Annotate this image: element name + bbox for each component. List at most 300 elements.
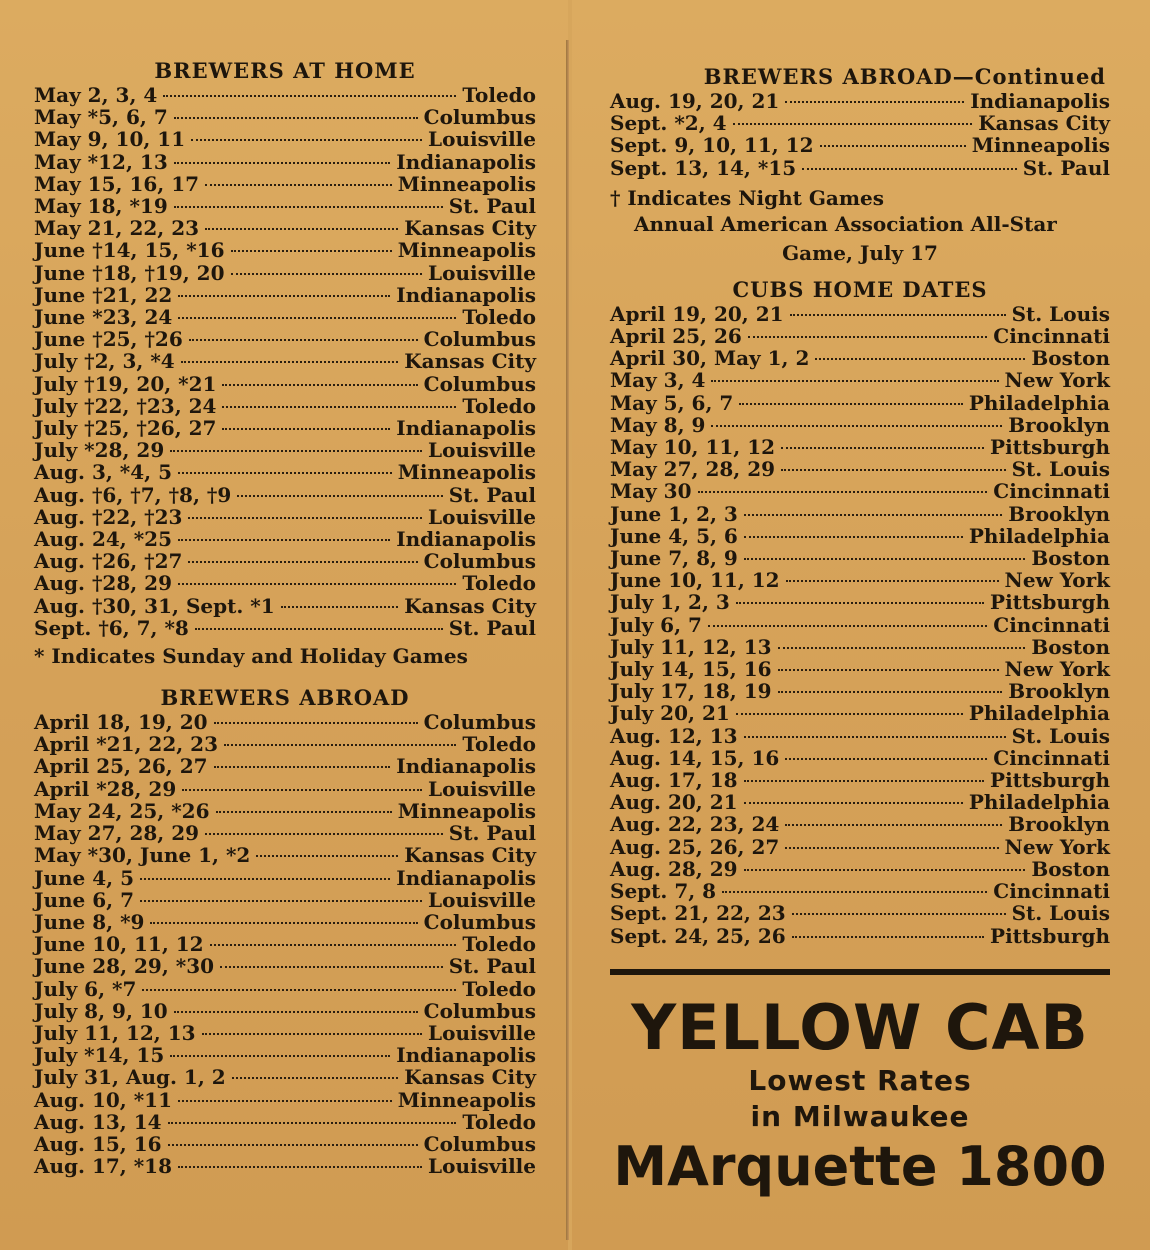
opponent-team: Philadelphia (968, 790, 1110, 815)
opponent-team: Louisville (428, 504, 536, 529)
game-dates: May 3, 4 (610, 368, 706, 393)
schedule-row (610, 369, 1110, 391)
schedule-row (610, 90, 1110, 112)
opponent-team: St. Louis (1011, 901, 1110, 926)
game-dates: June 6, 7 (34, 887, 134, 912)
opponent-team: New York (1004, 834, 1110, 859)
opponent-team: Cincinnati (993, 612, 1110, 637)
dot-leader (736, 713, 963, 715)
yellow-cab-title: YELLOW CAB (631, 990, 1089, 1064)
opponent-team: Kansas City (404, 593, 536, 618)
dot-leader (150, 922, 417, 924)
opponent-team: St. Paul (1022, 155, 1110, 180)
left-panel (0, 0, 568, 1250)
dot-leader (722, 891, 987, 893)
schedule-row (34, 506, 536, 528)
game-dates: May 18, *19 (34, 194, 168, 219)
opponent-team: Toledo (462, 305, 536, 330)
brewers-abroad-heading: BREWERS ABROAD (160, 685, 410, 711)
game-dates: June †18, †19, 20 (34, 260, 225, 285)
game-dates: June 7, 8, 9 (610, 546, 738, 571)
dot-leader (174, 206, 443, 208)
schedule-row (610, 414, 1110, 436)
schedule-row (34, 239, 536, 261)
opponent-team: New York (1004, 568, 1110, 593)
schedule-row (34, 800, 536, 822)
brewers-at-home-heading: BREWERS AT HOME (154, 58, 416, 83)
schedule-row (34, 350, 536, 372)
opponent-team: Pittsburgh (990, 923, 1110, 948)
opponent-team: Indianapolis (396, 282, 536, 307)
dot-leader (191, 139, 422, 141)
sunday-holiday-note: * Indicates Sunday and Holiday Games (34, 644, 468, 669)
opponent-team: Pittsburgh (990, 768, 1110, 793)
opponent-team: St. Paul (448, 954, 536, 979)
game-dates: Aug. †28, 29 (34, 571, 173, 596)
opponent-team: Indianapolis (396, 527, 536, 552)
game-dates: May 24, 25, *26 (34, 798, 210, 823)
game-dates: July †22, †23, 24 (34, 393, 217, 418)
schedule-row (610, 436, 1110, 458)
dot-leader (205, 228, 398, 230)
game-dates: Sept. 9, 10, 11, 12 (610, 133, 814, 158)
schedule-row (34, 151, 536, 173)
right-panel (572, 0, 1150, 1250)
dot-leader (222, 406, 456, 408)
opponent-team: Boston (1031, 856, 1110, 881)
schedule-row (610, 880, 1110, 902)
opponent-team: Louisville (428, 1154, 536, 1179)
opponent-team: Kansas City (404, 1065, 536, 1090)
dot-leader (785, 847, 998, 849)
schedule-row (34, 572, 536, 594)
game-dates: May 8, 9 (610, 412, 706, 437)
game-dates: April 18, 19, 20 (34, 710, 208, 735)
schedule-row (34, 484, 536, 506)
opponent-team: Boston (1031, 346, 1110, 371)
game-dates: May 30 (610, 479, 692, 504)
schedule-row (610, 591, 1110, 613)
phone-number: MArquette 1800 (613, 1134, 1107, 1198)
game-dates: July *14, 15 (34, 1043, 165, 1068)
opponent-team: St. Paul (448, 615, 536, 640)
opponent-team: Toledo (462, 1109, 536, 1134)
schedule-row (34, 195, 536, 217)
game-dates: May *5, 6, 7 (34, 105, 168, 130)
schedule-row (610, 325, 1110, 347)
opponent-team: Indianapolis (396, 1043, 536, 1068)
dot-leader (778, 647, 1026, 649)
game-dates: May 5, 6, 7 (610, 390, 734, 415)
game-dates: May 9, 10, 11 (34, 127, 186, 152)
opponent-team: Louisville (428, 1020, 536, 1045)
opponent-team: Minneapolis (397, 798, 536, 823)
opponent-team: Indianapolis (396, 754, 536, 779)
game-dates: Sept. 13, 14, *15 (610, 155, 797, 180)
dot-leader (222, 384, 417, 386)
schedule-row (34, 173, 536, 195)
divider-rule (610, 969, 1110, 975)
opponent-team: Brooklyn (1008, 501, 1110, 526)
schedule-row (610, 480, 1110, 502)
dot-leader (744, 869, 1026, 871)
opponent-team: Columbus (423, 549, 536, 574)
schedule-row (34, 217, 536, 239)
dot-leader (189, 339, 418, 341)
dot-leader (815, 358, 1025, 360)
schedule-row (34, 395, 536, 417)
schedule-row (34, 550, 536, 572)
dot-leader (170, 450, 422, 452)
schedule-row (34, 373, 536, 395)
opponent-team: St. Paul (448, 482, 536, 507)
opponent-team: New York (1004, 657, 1110, 682)
dot-leader (174, 1011, 418, 1013)
opponent-team: Minneapolis (397, 460, 536, 485)
opponent-team: Indianapolis (396, 149, 536, 174)
opponent-team: Brooklyn (1008, 812, 1110, 837)
game-dates: June 10, 11, 12 (34, 932, 204, 957)
schedule-row (610, 614, 1110, 636)
game-dates: Sept. 21, 22, 23 (610, 901, 786, 926)
dot-leader (778, 669, 999, 671)
dot-leader (178, 1166, 422, 1168)
cubs-home-dates-heading: CUBS HOME DATES (732, 276, 988, 302)
opponent-team: Brooklyn (1008, 679, 1110, 704)
schedule-row (34, 733, 536, 755)
opponent-team: Columbus (423, 710, 536, 735)
game-dates: May *30, June 1, *2 (34, 843, 251, 868)
schedule-row (610, 134, 1110, 156)
game-dates: Aug. 3, *4, 5 (34, 460, 173, 485)
opponent-team: St. Paul (448, 194, 536, 219)
dot-leader (744, 514, 1002, 516)
opponent-team: Minneapolis (397, 238, 536, 263)
night-games-note: † Indicates Night Games (610, 185, 885, 210)
game-dates: Aug. 17, 18 (610, 768, 738, 793)
dot-leader (790, 314, 1006, 316)
brewers-at-home-list (34, 84, 536, 639)
dot-leader (256, 855, 398, 857)
schedule-row (34, 1066, 536, 1088)
opponent-team: Boston (1031, 634, 1110, 659)
schedule-row (610, 836, 1110, 858)
game-dates: July 6, *7 (34, 976, 137, 1001)
game-dates: Sept. 24, 25, 26 (610, 923, 786, 948)
dot-leader (744, 802, 963, 804)
opponent-team: Minneapolis (971, 133, 1110, 158)
dot-leader (174, 162, 391, 164)
game-dates: Aug. †30, 31, Sept. *1 (34, 593, 275, 618)
opponent-team: Kansas City (404, 349, 536, 374)
schedule-row (34, 306, 536, 328)
schedule-row (34, 889, 536, 911)
game-dates: April 25, 26, 27 (34, 754, 208, 779)
game-dates: Aug. 13, 14 (34, 1109, 162, 1134)
game-dates: Aug. †26, †27 (34, 549, 183, 574)
schedule-row (610, 303, 1110, 325)
dot-leader (214, 766, 391, 768)
opponent-team: Minneapolis (397, 171, 536, 196)
schedule-row (610, 747, 1110, 769)
dot-leader (778, 691, 1003, 693)
game-dates: July †25, †26, 27 (34, 416, 217, 441)
center-fold (566, 40, 569, 1240)
schedule-row (34, 711, 536, 733)
opponent-team: Boston (1031, 546, 1110, 571)
opponent-team: Toledo (462, 732, 536, 757)
dot-leader (748, 336, 987, 338)
game-dates: May 2, 3, 4 (34, 83, 158, 107)
schedule-row (610, 112, 1110, 134)
game-dates: Sept. 7, 8 (610, 879, 717, 904)
game-dates: June †25, †26 (34, 327, 183, 352)
schedule-row (34, 461, 536, 483)
game-dates: June 4, 5 (34, 865, 134, 890)
schedule-row (34, 755, 536, 777)
dot-leader (785, 758, 987, 760)
opponent-team: Pittsburgh (990, 435, 1110, 460)
opponent-team: St. Louis (1011, 723, 1110, 748)
schedule-row (610, 636, 1110, 658)
game-dates: Aug. 28, 29 (610, 856, 738, 881)
schedule-row (610, 569, 1110, 591)
schedule-row (34, 439, 536, 461)
game-dates: May 15, 16, 17 (34, 171, 200, 196)
dot-leader (708, 625, 987, 627)
schedule-row (34, 84, 536, 106)
game-dates: April 25, 26 (610, 324, 742, 349)
schedule-row (34, 1089, 536, 1111)
schedule-row (610, 858, 1110, 880)
dot-leader (178, 472, 392, 474)
game-dates: Aug. 14, 15, 16 (610, 745, 780, 770)
dot-leader (174, 117, 418, 119)
brewers-abroad-continued-list (610, 90, 1110, 179)
schedule-row (610, 925, 1110, 947)
dot-leader (231, 273, 423, 275)
dot-leader (168, 1122, 457, 1124)
opponent-team: Indianapolis (970, 89, 1110, 113)
game-dates: Sept. *2, 4 (610, 111, 727, 136)
dot-leader (786, 580, 999, 582)
schedule-row (34, 417, 536, 439)
opponent-team: Cincinnati (993, 745, 1110, 770)
opponent-team: Columbus (423, 998, 536, 1023)
schedule-row (610, 725, 1110, 747)
dot-leader (820, 145, 966, 147)
dot-leader (210, 944, 457, 946)
opponent-team: Philadelphia (968, 523, 1110, 548)
opponent-team: Columbus (423, 327, 536, 352)
dot-leader (711, 425, 1002, 427)
opponent-team: Cincinnati (993, 879, 1110, 904)
schedule-row (34, 1155, 536, 1177)
dot-leader (188, 561, 417, 563)
in-milwaukee-line: in Milwaukee (750, 1099, 970, 1133)
dot-leader (792, 913, 1006, 915)
opponent-team: St. Louis (1011, 301, 1110, 326)
schedule-row (610, 902, 1110, 924)
opponent-team: Toledo (462, 393, 536, 418)
schedule-row (34, 128, 536, 150)
dot-leader (744, 780, 984, 782)
schedule-row (610, 791, 1110, 813)
dot-leader (698, 491, 988, 493)
dot-leader (168, 1144, 418, 1146)
dot-leader (232, 1077, 399, 1079)
game-dates: July 1, 2, 3 (610, 590, 730, 615)
game-dates: July 31, Aug. 1, 2 (34, 1065, 226, 1090)
schedule-row (610, 813, 1110, 835)
opponent-team: St. Paul (448, 821, 536, 846)
game-dates: July 11, 12, 13 (610, 634, 772, 659)
opponent-team: Louisville (428, 438, 536, 463)
dot-leader (202, 1033, 423, 1035)
schedule-row (34, 1000, 536, 1022)
game-dates: Aug. 15, 16 (34, 1131, 162, 1156)
schedule-row (34, 262, 536, 284)
dot-leader (205, 184, 392, 186)
dot-leader (214, 722, 418, 724)
game-dates: July †19, 20, *21 (34, 371, 217, 396)
schedule-row (610, 680, 1110, 702)
game-dates: Aug. 20, 21 (610, 790, 738, 815)
dot-leader (781, 447, 984, 449)
opponent-team: Columbus (423, 909, 536, 934)
dot-leader (188, 517, 422, 519)
opponent-team: Toledo (462, 571, 536, 596)
dot-leader (140, 900, 422, 902)
game-dates: Aug. 24, *25 (34, 527, 173, 552)
dot-leader (744, 736, 1006, 738)
game-dates: July 20, 21 (610, 701, 730, 726)
opponent-team: Toledo (462, 976, 536, 1001)
game-dates: April 30, May 1, 2 (610, 346, 810, 371)
game-dates: May *12, 13 (34, 149, 168, 174)
opponent-team: Brooklyn (1008, 412, 1110, 437)
opponent-team: Louisville (428, 127, 536, 152)
schedule-row (610, 458, 1110, 480)
opponent-team: Kansas City (978, 111, 1110, 136)
game-dates: June †14, 15, *16 (34, 238, 225, 263)
dot-leader (216, 811, 392, 813)
dot-leader (802, 168, 1017, 170)
brewers-abroad-continued-heading: BREWERS ABROAD—Continued (703, 64, 1106, 89)
game-dates: Aug. 12, 13 (610, 723, 738, 748)
dot-leader (733, 123, 973, 125)
opponent-team: Louisville (428, 776, 536, 801)
dot-leader (142, 989, 456, 991)
schedule-row (34, 867, 536, 889)
game-dates: June 8, *9 (34, 909, 145, 934)
opponent-team: Pittsburgh (990, 590, 1110, 615)
dot-leader (711, 380, 998, 382)
game-dates: May 27, 28, 29 (34, 821, 200, 846)
opponent-team: Louisville (428, 260, 536, 285)
schedule-row (34, 933, 536, 955)
schedule-row (34, 617, 536, 639)
schedule-row (34, 822, 536, 844)
schedule-row (610, 157, 1110, 179)
schedule-row (610, 769, 1110, 791)
game-dates: July *28, 29 (34, 438, 165, 463)
game-dates: Aug. 10, *11 (34, 1087, 173, 1112)
dot-leader (181, 361, 399, 363)
opponent-team: Cincinnati (993, 324, 1110, 349)
game-dates: April *21, 22, 23 (34, 732, 219, 757)
game-dates: Aug. †6, †7, †8, †9 (34, 482, 232, 507)
opponent-team: New York (1004, 368, 1110, 393)
game-dates: April 19, 20, 21 (610, 301, 784, 326)
schedule-row (34, 844, 536, 866)
dot-leader (739, 403, 963, 405)
opponent-team: Toledo (462, 932, 536, 957)
dot-leader (781, 469, 1006, 471)
cubs-home-dates-list (610, 303, 1110, 947)
game-dates: Sept. †6, 7, *8 (34, 615, 189, 640)
opponent-team: Toledo (462, 83, 536, 107)
dot-leader (785, 101, 964, 103)
schedule-row (34, 284, 536, 306)
schedule-row (34, 1111, 536, 1133)
game-dates: July 17, 18, 19 (610, 679, 772, 704)
game-dates: May 10, 11, 12 (610, 435, 776, 460)
schedule-row (610, 658, 1110, 680)
schedule-row (34, 1133, 536, 1155)
schedule-row (610, 392, 1110, 414)
game-dates: June 1, 2, 3 (610, 501, 738, 526)
allstar-note-line1: Annual American Association All-Star (634, 211, 1057, 236)
dot-leader (224, 744, 456, 746)
game-dates: June *23, 24 (34, 305, 173, 330)
opponent-team: Indianapolis (396, 416, 536, 441)
schedule-row (34, 911, 536, 933)
schedule-row (610, 525, 1110, 547)
dot-leader (178, 539, 390, 541)
game-dates: July †2, 3, *4 (34, 349, 175, 374)
opponent-team: Minneapolis (397, 1087, 536, 1112)
schedule-row (34, 328, 536, 350)
schedule-row (610, 347, 1110, 369)
game-dates: July 14, 15, 16 (610, 657, 772, 682)
opponent-team: Indianapolis (396, 865, 536, 890)
schedule-row (34, 106, 536, 128)
schedule-row (610, 503, 1110, 525)
dot-leader (237, 495, 443, 497)
dot-leader (178, 583, 456, 585)
game-dates: Aug. 25, 26, 27 (610, 834, 780, 859)
schedule-row (34, 778, 536, 800)
dot-leader (744, 558, 1026, 560)
opponent-team: Kansas City (404, 216, 536, 241)
dot-leader (140, 878, 390, 880)
opponent-team: Louisville (428, 887, 536, 912)
dot-leader (220, 966, 443, 968)
dot-leader (281, 606, 399, 608)
game-dates: June †21, 22 (34, 282, 173, 307)
opponent-team: Philadelphia (968, 390, 1110, 415)
schedule-row (34, 595, 536, 617)
game-dates: June 28, 29, *30 (34, 954, 215, 979)
schedule-row (34, 528, 536, 550)
game-dates: Aug. 19, 20, 21 (610, 89, 780, 113)
opponent-team: Cincinnati (993, 479, 1110, 504)
dot-leader (222, 428, 390, 430)
dot-leader (163, 95, 456, 97)
dot-leader (736, 602, 984, 604)
dot-leader (744, 536, 963, 538)
